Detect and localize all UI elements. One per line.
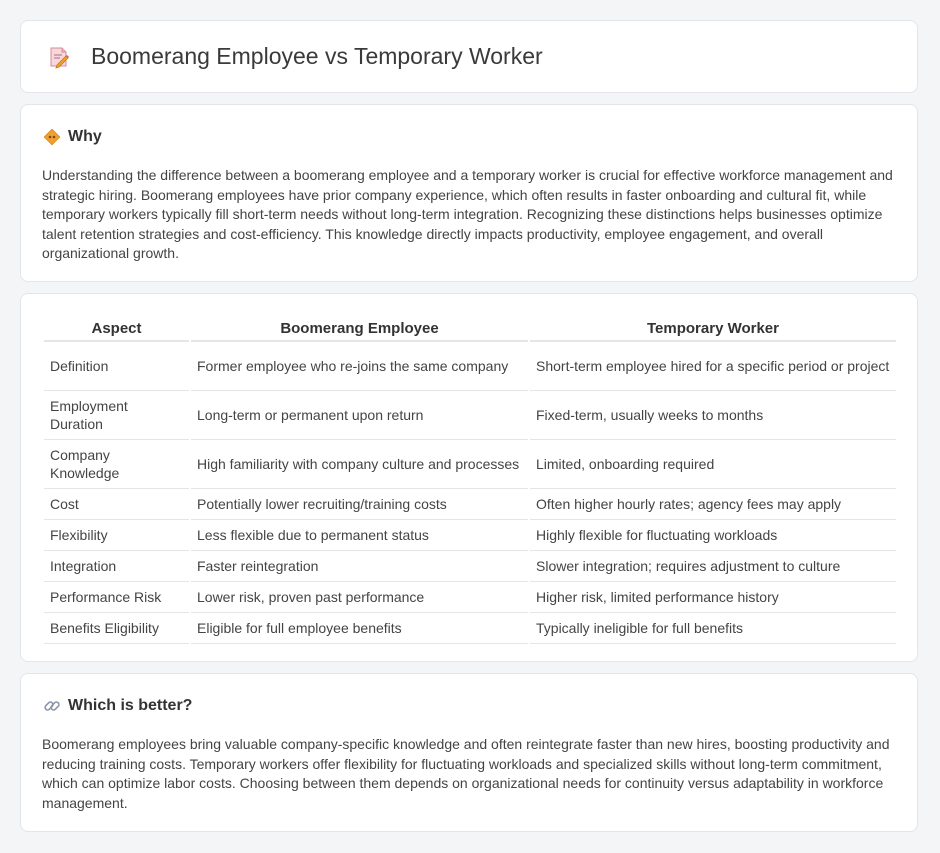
- better-section: [20, 673, 918, 832]
- header-temporary: Temporary Worker: [530, 315, 896, 342]
- link-icon: [43, 697, 61, 715]
- row-boomerang: Faster reintegration: [191, 551, 528, 582]
- table-row: [44, 613, 896, 644]
- why-heading: Why: [68, 128, 102, 145]
- title-card: [20, 20, 918, 93]
- row-aspect: Flexibility: [44, 520, 189, 551]
- row-aspect: Company Knowledge: [44, 440, 189, 489]
- row-temporary: Often higher hourly rates; agency fees may apply: [530, 489, 896, 520]
- row-boomerang: Lower risk, proven past performance: [191, 582, 528, 613]
- better-text: Boomerang employees bring valuable company-specific knowledge and often reintegrate faster than new hires, boosting productivity and reducing training costs. Temporary workers offer flexibility for fluctuating workloads and specialized skills without long-term commitment, which can optimize labor costs. Choosing between them depends on organizational needs for continuity versus adaptability in workforce management.: [42, 736, 890, 811]
- row-aspect: Definition: [44, 342, 189, 391]
- row-aspect: Cost: [44, 489, 189, 520]
- row-boomerang: Less flexible due to permanent status: [191, 520, 528, 551]
- page-title: Boomerang Employee vs Temporary Worker: [91, 43, 543, 69]
- table-row: [44, 489, 896, 520]
- row-boomerang: Eligible for full employee benefits: [191, 613, 528, 644]
- why-section: [20, 104, 918, 282]
- why-header: [43, 128, 102, 146]
- diamond-signpost-icon: [43, 128, 61, 146]
- row-aspect: Benefits Eligibility: [44, 613, 189, 644]
- header-aspect: Aspect: [44, 315, 189, 342]
- row-aspect: Integration: [44, 551, 189, 582]
- comparison-section: [20, 293, 918, 662]
- row-temporary: Short-term employee hired for a specific period or project: [530, 342, 896, 391]
- row-temporary: Limited, onboarding required: [530, 440, 896, 489]
- row-boomerang: High familiarity with company culture and processes: [191, 440, 528, 489]
- why-text: Understanding the difference between a boomerang employee and a temporary worker is crucial for effective workforce management and strategic hiring. Boomerang employees have prior company experience, which often results in faster onboarding and cultural fit, while temporary workers typically fill short-term needs without long-term integration. Recognizing these distinctions helps businesses optimize talent retention strategies and cost-efficiency. This knowledge directly impacts productivity, employee engagement, and overall organizational growth.: [42, 167, 893, 261]
- table-row: [44, 440, 896, 489]
- document-pencil-icon: [47, 45, 71, 69]
- table-row: [44, 391, 896, 440]
- row-temporary: Slower integration; requires adjustment to culture: [530, 551, 896, 582]
- row-temporary: Higher risk, limited performance history: [530, 582, 896, 613]
- better-header: [43, 697, 192, 715]
- row-aspect: Performance Risk: [44, 582, 189, 613]
- table-row: [44, 342, 896, 391]
- row-boomerang: Long-term or permanent upon return: [191, 391, 528, 440]
- table-row: [44, 551, 896, 582]
- table-row: [44, 520, 896, 551]
- table-row: [44, 582, 896, 613]
- row-temporary: Highly flexible for fluctuating workloads: [530, 520, 896, 551]
- header-boomerang: Boomerang Employee: [191, 315, 528, 342]
- row-temporary: Typically ineligible for full benefits: [530, 613, 896, 644]
- row-aspect: Employment Duration: [44, 391, 189, 440]
- row-boomerang: Potentially lower recruiting/training costs: [191, 489, 528, 520]
- row-boomerang: Former employee who re-joins the same company: [191, 342, 528, 391]
- comparison-table: [42, 315, 898, 644]
- better-heading: Which is better?: [68, 697, 193, 714]
- row-temporary: Fixed-term, usually weeks to months: [530, 391, 896, 440]
- table-header-row: [44, 315, 896, 342]
